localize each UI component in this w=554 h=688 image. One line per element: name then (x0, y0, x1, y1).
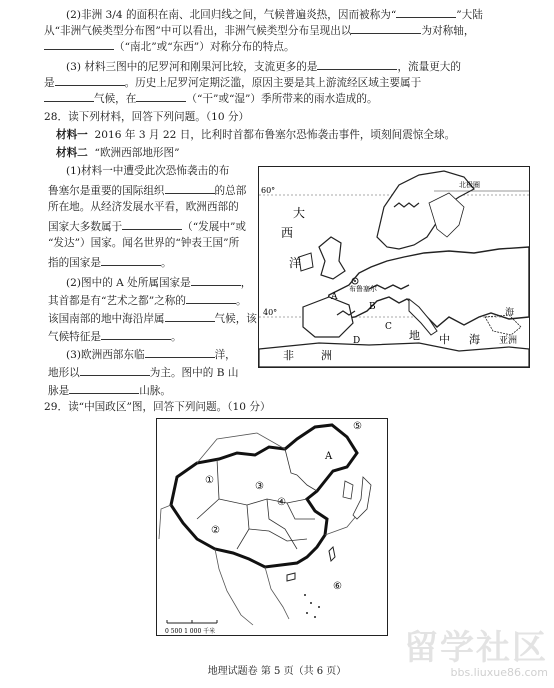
map-arctic-circle: 北极圈 (459, 181, 480, 189)
material-2-text: “欧洲西部地形图” (94, 147, 180, 159)
map-atlantic-1: 大 (293, 206, 306, 220)
map-label-a: A (331, 292, 338, 302)
answer-blank (44, 90, 94, 102)
q29-title: 29．读“中国政区”图，回答下列问题。（10 分） (44, 401, 271, 413)
q28-s2-line4-text: 气候特征是 (48, 331, 101, 343)
q28-s3-line2 (48, 364, 238, 380)
china-label-4: ④ (277, 497, 286, 508)
watermark-logo-text: 留学社区 (404, 628, 548, 668)
china-label-3: ③ (255, 481, 264, 492)
q28-s2-line2 (48, 292, 247, 308)
map-right-asia: 亚洲 (499, 336, 518, 346)
answer-blank (44, 38, 114, 50)
map-label-d: D (353, 336, 361, 346)
map-brussels: 布鲁塞尔 (349, 285, 377, 293)
q27-p3-line1-end: ，流量更大的 (397, 61, 461, 73)
q28-s3-line3 (48, 382, 171, 398)
q28-s3-line3-end: 山脉。 (139, 385, 171, 397)
q27-p2-line3-text: （“南北”或“东西”）对称分布的特点。 (114, 41, 295, 53)
q28-s1-line2 (48, 182, 246, 198)
answer-blank (186, 292, 236, 304)
q27-p3-line1-text: (3) 材料三图中的尼罗河和刚果河比较，支流更多的是 (66, 61, 318, 73)
q28-s2-line3 (48, 310, 257, 326)
q27-p2-line2-end: 为对称轴， (421, 25, 475, 37)
q28-s1-line1: (1)材料一中遭受此次恐怖袭击的布 (66, 165, 230, 177)
western-europe-map-svg (259, 167, 529, 367)
q27-p3-line3-b: （“干”或“湿”）季所带来的雨水造成的。 (186, 93, 378, 105)
q28-s2-line3-text: 该国南部的地中海沿岸属 (48, 313, 165, 325)
q28-s1-line2-end: 的总部 (214, 185, 247, 197)
q28-s1-line6-text: 指的国家是 (48, 257, 101, 269)
q28-s1-line3: 所在地。从经济发展水平看，欧洲西部的 (48, 201, 239, 213)
q27-p3-line2-b: 。历史上尼罗河定期泛滥，原因主要是其上游流经区域主要属于 (124, 77, 422, 89)
q28-s1-line6 (48, 254, 172, 270)
map-med-2: 中 (439, 333, 450, 346)
china-label-2: ② (211, 525, 220, 536)
material-1-label: 材料一 (56, 129, 88, 141)
answer-blank (69, 382, 139, 394)
q28-s3-line1 (66, 346, 236, 362)
map-lat-60: 60° (261, 186, 276, 195)
q28-s1-line5: “发达”）国家。闻名世界的“钟表王国”所 (48, 237, 240, 249)
western-europe-map (258, 166, 530, 368)
china-label-5: ⑤ (353, 421, 362, 432)
q28-s2-line4-end: 。 (170, 331, 182, 343)
q27-p2-line1-text: (2)非洲 3/4 的面积在南、北回归线之间，气候普遍炎热，因而被称为“ (66, 9, 397, 21)
answer-blank (396, 6, 456, 18)
q27-p3-line2 (44, 74, 421, 90)
q28-material-2 (56, 146, 180, 160)
q28-s3-line2-end: 为主。图中的 B 山 (149, 367, 239, 379)
q28-s2-line3-end: 气候，该 (214, 313, 257, 325)
answer-blank (122, 218, 182, 230)
china-label-6: ⑥ (333, 581, 342, 592)
answer-blank (136, 90, 186, 102)
map-africa-1: 非 (283, 349, 294, 362)
q28-s1-line4-end: （“发展中”或 (182, 221, 246, 233)
q27-p2-line1-end: ”大陆 (456, 9, 483, 21)
map-atlantic-2: 西 (281, 226, 294, 240)
q28-s2-line1-end: ， (240, 277, 252, 289)
q27-p3-line2-a: 是 (44, 77, 55, 89)
q27-p2-line3 (44, 38, 295, 54)
q28-s2-line1-text: (2)图中的 A 处所属国家是 (66, 277, 191, 289)
q28-s1-line4 (48, 218, 246, 234)
china-political-map (156, 418, 388, 636)
answer-blank (165, 182, 215, 194)
answer-blank (351, 22, 421, 34)
answer-blank (165, 310, 215, 322)
answer-blank (80, 364, 150, 376)
q28-material-1 (56, 128, 455, 142)
q27-p3-line1 (66, 58, 461, 74)
answer-blank (101, 254, 161, 266)
q28-s2-line2-end: 。 (235, 295, 247, 307)
map-lat-40: 40° (263, 308, 278, 317)
watermark (404, 630, 548, 679)
map-right-sea: 海 (505, 308, 515, 318)
q27-p2-line2-text: 从“非洲气候类型分布图”中可以看出，非洲气候类型分布呈现出以 (44, 25, 352, 37)
q28-s1-line4-text: 国家大多数属于 (48, 221, 123, 233)
q28-s3-line1-end: 洋， (214, 349, 236, 361)
map-label-b: B (369, 302, 376, 312)
q28-s3-line2-text: 地形以 (48, 367, 80, 379)
q28-s1-line2-text: 鲁塞尔是重要的国际组织 (48, 185, 165, 197)
material-2-label: 材料二 (56, 147, 88, 159)
china-label-1: ① (205, 475, 214, 486)
map-med-1: 地 (409, 329, 420, 342)
answer-blank (55, 74, 125, 86)
answer-blank (145, 346, 215, 358)
china-scale-text: 0 500 1 000 千米 (165, 628, 216, 635)
map-atlantic-3: 洋 (289, 256, 302, 270)
china-political-map-svg (157, 419, 387, 635)
map-med-3: 海 (469, 333, 480, 346)
answer-blank (101, 328, 171, 340)
q28-s2-line2-text: 其首都是有“艺术之都”之称的 (48, 295, 186, 307)
answer-blank (317, 58, 397, 70)
q27-p3-line3 (44, 90, 378, 106)
q28-s3-line1-text: (3)欧洲西部东临 (66, 349, 145, 361)
china-label-a: A (325, 451, 333, 462)
q28-title: 28．读下列材料，回答下列问题。（10 分） (44, 111, 250, 123)
q28-s1-line6-end: 。 (160, 257, 172, 269)
map-label-c: C (385, 322, 392, 332)
page-footer: 地理试题卷 第 5 页（共 6 页） (207, 666, 347, 677)
q27-p3-line3-a: 气候，在 (94, 93, 137, 105)
q27-p2-line1 (66, 6, 483, 22)
answer-blank (191, 274, 241, 286)
watermark-url: bbs.liuxue86.com (450, 666, 548, 679)
q27-p2-line2 (44, 22, 474, 38)
q28-s3-line3-text: 脉是 (48, 385, 70, 397)
map-africa-2: 洲 (321, 349, 332, 362)
q28-s2-line4 (48, 328, 182, 344)
q28-s2-line1 (66, 274, 251, 290)
material-1-text: 2016 年 3 月 22 日，比利时首都布鲁塞尔恐怖袭击事件，顷刻间震惊全球。 (94, 129, 456, 141)
